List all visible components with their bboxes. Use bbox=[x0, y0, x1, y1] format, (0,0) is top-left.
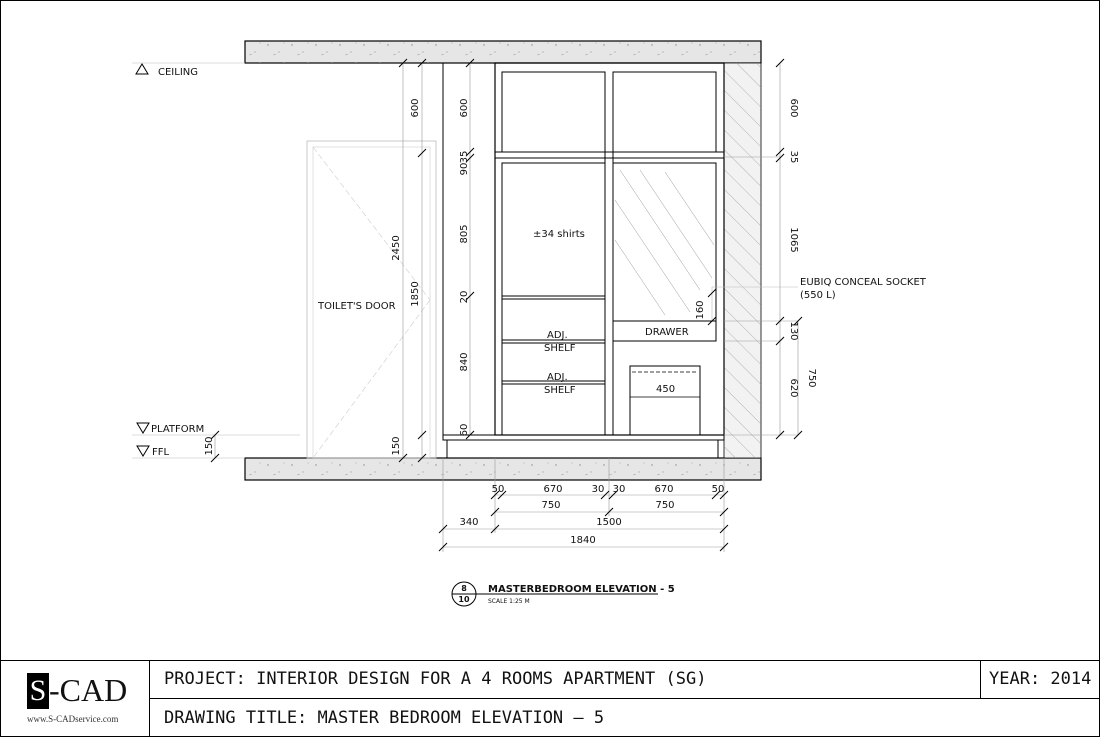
year-text: YEAR: 2014 bbox=[989, 669, 1092, 689]
dim-inner-35: 35 bbox=[459, 150, 470, 164]
dim-inner-600: 600 bbox=[459, 98, 470, 118]
drawing-callout bbox=[452, 582, 675, 606]
dim-left-600: 600 bbox=[410, 98, 421, 118]
dim-right-1065: 1065 bbox=[788, 227, 799, 253]
dim-left-1850: 1850 bbox=[410, 281, 421, 307]
dim-bottom-1840: 1840 bbox=[570, 535, 596, 546]
year-cell bbox=[980, 660, 1100, 699]
dim-bottom-670-left: 670 bbox=[543, 484, 563, 495]
dim-right-750: 750 bbox=[806, 368, 817, 388]
project-cell bbox=[149, 660, 981, 699]
bin-width-label: 450 bbox=[656, 384, 676, 395]
dim-inner-840: 840 bbox=[459, 352, 470, 372]
drawing-title-cell bbox=[149, 698, 1100, 737]
dim-bottom-340: 340 bbox=[459, 517, 479, 528]
dim-left-2450: 2450 bbox=[391, 235, 402, 261]
bottom-dim-row1 bbox=[492, 484, 725, 495]
dim-right-160: 160 bbox=[695, 300, 706, 320]
dim-bottom-670-right: 670 bbox=[654, 484, 674, 495]
dim-right-600: 600 bbox=[788, 98, 799, 118]
logo-text: -CAD bbox=[49, 672, 128, 708]
dim-bottom-30-left: 30 bbox=[591, 484, 605, 495]
logo-mark: S bbox=[27, 673, 49, 709]
dim-bottom-750-left: 750 bbox=[541, 500, 561, 511]
callout-number: 8 bbox=[461, 584, 467, 593]
project-text: PROJECT: INTERIOR DESIGN FOR A 4 ROOMS APARTMENT (SG) bbox=[164, 669, 707, 689]
dim-bottom-30-right: 30 bbox=[612, 484, 626, 495]
dim-left-150: 150 bbox=[391, 436, 402, 456]
dim-inner-20: 20 bbox=[459, 290, 470, 304]
dim-bottom-1500: 1500 bbox=[596, 517, 622, 528]
dim-bottom-750-right: 750 bbox=[655, 500, 675, 511]
logo-cell bbox=[0, 660, 150, 737]
dim-right-35: 35 bbox=[788, 150, 799, 164]
adj-shelf-2-line1: ADJ. bbox=[547, 372, 568, 383]
wardrobe bbox=[443, 63, 724, 458]
ceiling-level-marker bbox=[132, 63, 245, 78]
right-wall bbox=[724, 63, 761, 458]
drawer-label: DRAWER bbox=[645, 327, 689, 338]
title-block bbox=[0, 660, 1100, 737]
socket-label-line1: EUBIQ CONCEAL SOCKET bbox=[800, 277, 926, 288]
socket-label-line2: (550 L) bbox=[800, 290, 836, 301]
dim-inner-60: 60 bbox=[459, 423, 470, 437]
adj-shelf-1-line2: SHELF bbox=[544, 343, 576, 354]
left-panel bbox=[443, 63, 495, 435]
shirts-label: ±34 shirts bbox=[533, 229, 585, 240]
platform-label: PLATFORM bbox=[151, 424, 205, 435]
dim-inner-90: 90 bbox=[459, 162, 470, 176]
callout-scale: SCALE 1:25 M bbox=[488, 598, 530, 605]
callout-title: MASTERBEDROOM ELEVATION - 5 bbox=[488, 584, 675, 595]
adj-shelf-1-line1: ADJ. bbox=[547, 330, 568, 341]
ffl-label: FFL bbox=[152, 447, 170, 458]
floor-slab bbox=[245, 458, 761, 480]
drawing-title-text: DRAWING TITLE: MASTER BEDROOM ELEVATION – 5 bbox=[164, 708, 605, 728]
toilet-door-label: TOILET'S DOOR bbox=[318, 301, 396, 312]
dim-platform-150: 150 bbox=[204, 436, 215, 456]
ffl-level-marker bbox=[132, 446, 245, 458]
logo-url: www.S-CADservice.com bbox=[27, 714, 119, 724]
dim-right-620: 620 bbox=[788, 378, 799, 398]
ceiling-slab bbox=[245, 41, 761, 63]
dim-bottom-50-right: 50 bbox=[711, 484, 725, 495]
dim-bottom-50-left: 50 bbox=[491, 484, 505, 495]
dim-right-130: 130 bbox=[788, 321, 799, 341]
callout-sheet: 10 bbox=[458, 595, 470, 604]
platform-level-marker bbox=[132, 423, 300, 435]
dim-inner-805: 805 bbox=[459, 224, 470, 244]
ceiling-label: CEILING bbox=[158, 67, 198, 78]
adj-shelf-2-line2: SHELF bbox=[544, 385, 576, 396]
